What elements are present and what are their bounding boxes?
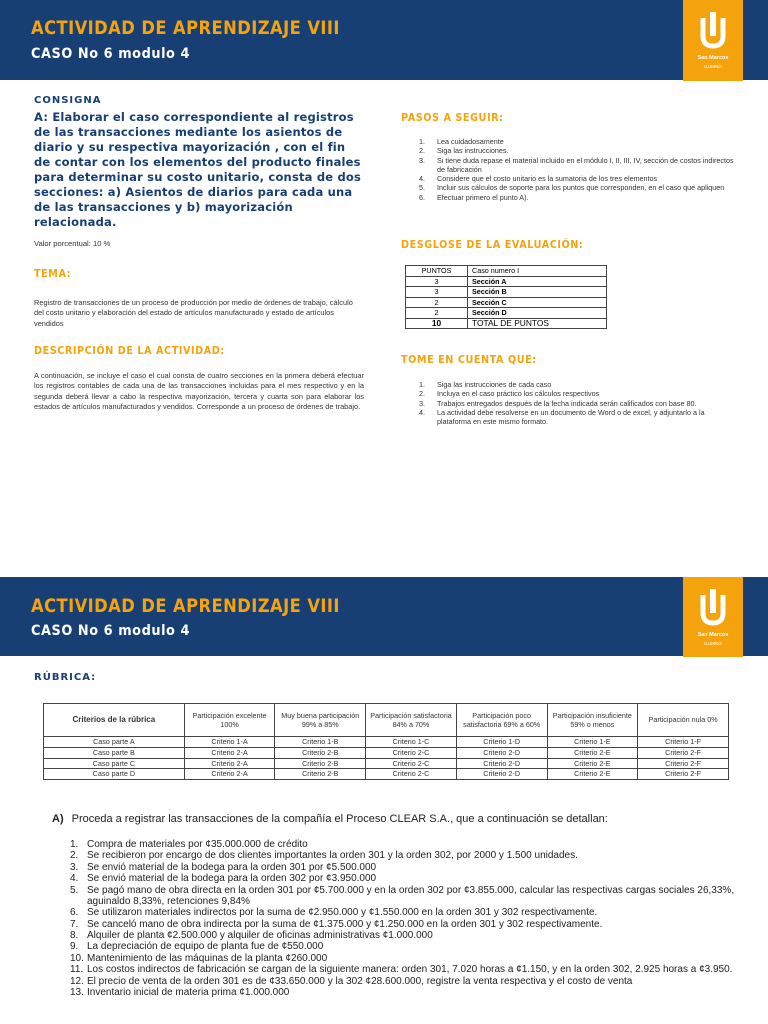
logo-mark-icon [699, 589, 727, 627]
table-row: 2 Sección C [406, 297, 607, 308]
list-item: 8. Alquiler de planta ¢2.500.000 y alquiler de oficinas administrativas ¢1.000.000 [70, 929, 433, 941]
logo-text: San Marcos [697, 55, 729, 61]
list-item: 10. Mantenimiento de las máquinas de la planta ¢260.000 [70, 952, 328, 964]
logo-text: San Marcos [697, 632, 729, 638]
valor-value: : 10 % [88, 239, 111, 248]
table-row: 3 Sección B [406, 287, 607, 298]
list-item: 11. Los costos indirectos de fabricación se cargan de la siguiente manera: orden 301, 7.020 horas a ¢1.150, y en la orden 302, 2.925 horas a ¢3.950. [70, 964, 733, 976]
list-item: 1. Siga las instrucciones de cada caso [419, 380, 552, 389]
list-item: 5. Incluir sus cálculos de soporte para los puntos que corresponden, en el caso que apliquen [419, 183, 725, 193]
table-row: Caso parte A Criterio 1-A Criterio 1-B Criterio 1-C Criterio 1-D Criterio 1-E Criterio 1-F [44, 737, 729, 748]
list-item: 1. Compra de materiales por ¢35.000.000 de crédito [70, 839, 308, 850]
tome-heading: TOME EN CUENTA QUE: [401, 354, 537, 366]
list-item: 7. Se canceló mano de obra indirecta por la suma de ¢1.375.000 y ¢1.250.000 en la orden 301 y 302 respectivamente. [70, 918, 603, 930]
parte-a-intro [52, 813, 608, 825]
pasos-list [419, 138, 739, 203]
page-subtitle: CASO No 6 modulo 4 [31, 46, 191, 62]
table-row: 3 Sección A [406, 276, 607, 287]
list-item: 3. Si tiene duda repase el material incluido en el módulo I, II, III, IV, sección de costos indirectos de fabricación [419, 155, 734, 174]
evaluation-table [405, 265, 607, 329]
san-marcos-logo [683, 577, 743, 657]
list-item: 13. Inventario inicial de materia prima ¢1.000.000 [70, 986, 290, 998]
table-header-row: Criterios de la rúbrica Participación excelente 100% Muy buena participación 99% a 85% Participación satisfactoria 84% a 70% Participación poco satisfactoria 69% a 60% Participación insuficiente 59% o menos Participación nula 0% [44, 704, 729, 737]
tema-heading: TEMA: [34, 268, 72, 280]
logo-subtext: ILUMNO [704, 64, 722, 69]
list-item: 4. La actividad debe resolverse en un documento de Word o de excel, y adjuntarlo a la plataforma en este mismo formato. [419, 408, 705, 426]
list-item: 3. Trabajos entregados después de la fecha indicada serán calificados con base 80. [419, 398, 697, 408]
pasos-heading: PASOS A SEGUIR: [401, 112, 504, 124]
list-item: 2. Se recibieron por encargo de dos clientes importantes la orden 301 y la orden 302, por 2000 y 1.500 unidades. [70, 850, 578, 862]
tema-text: Registro de transacciones de un proceso de producción por medio de órdenes de trabajo, cálculo del costo unitario y elaboración del estado de artículos manufacturado y estado de artículos vendidos [34, 298, 353, 328]
list-item: 5. Se pagó mano de obra directa en la orden 301 por ¢5.700.000 y en la orden 302 por ¢3.855.000, calcular las respectivas cargas sociales 26,33%, aguinaldo 8,33%, retenciones 9,84% [70, 884, 735, 907]
parte-a-text: Proceda a registrar las transacciones de la compañía el Proceso CLEAR S.A., que a continuación se detallan: [71, 813, 608, 825]
rubric-table [43, 703, 729, 780]
consigna-text: A: Elaborar el caso correspondiente al registros de las transacciones mediante los asientos de diario y su respectiva mayorización , con el fin de contar con los elementos del producto finales para determinar su costo unitario, consta de dos secciones: a) Asientos de diarios para cada una de las transacciones y b) mayorización relacionada. [34, 110, 362, 229]
table-header-row: PUNTOS Caso numero I [406, 266, 607, 277]
transactions-list [70, 839, 750, 998]
list-item: 2. Incluya en el caso práctico los cálculos respectivos [419, 389, 600, 399]
logo-subtext: ILUMNO [704, 641, 722, 646]
logo-mark-icon [699, 12, 727, 50]
san-marcos-logo [683, 0, 743, 81]
table-row: Caso parte C Criterio 2-A Criterio 2-B Criterio 2-C Criterio 2-D Criterio 2-E Criterio 2-F [44, 758, 729, 769]
list-item: 3. Se envió material de la bodega para la orden 301 por ¢5.500.000 [70, 861, 377, 873]
header-banner [0, 0, 768, 80]
table-row: 2 Sección D [406, 308, 607, 319]
page-title: ACTIVIDAD DE APRENDIZAJE VIII [31, 595, 340, 617]
consigna-heading: CONSIGNA [34, 95, 102, 106]
rubrica-heading: RÚBRICA: [34, 672, 97, 683]
list-item: 4. Considere que el costo unitario es la sumatoria de los tres elementos [419, 173, 658, 183]
valor-porcentual [34, 239, 110, 249]
list-item: 6. Se utilizaron materiales indirectos por la suma de ¢2.950.000 y ¢1.550.000 en la orden 301 y 302 respectivamente. [70, 907, 598, 919]
list-item: 1. Lea cuidadosamente [419, 137, 504, 146]
descripcion-heading: DESCRIPCIÓN DE LA ACTIVIDAD: [34, 345, 225, 357]
list-item: 9. La depreciación de equipo de planta fue de ¢550.000 [70, 941, 324, 953]
tome-list [419, 381, 737, 427]
table-row: 10 TOTAL DE PUNTOS [406, 318, 607, 329]
parte-a-label: A) [52, 813, 64, 825]
valor-label: Valor porcentual [34, 239, 89, 248]
descripcion-text: A continuación, se incluye el caso el cual consta de cuatro secciones en la primera deberá efectuar los registros contables de cada una de las transacciones incluidas para el mes respectivo y en la segunda deberá llevar a cabo la respectiva mayorización, tercera y cuarta son para elaborar los estados de artículos manufacturados y vendidos. Corresponde a un proceso de órdenes de trabajo. [34, 371, 364, 412]
header-banner-page2 [0, 577, 768, 656]
table-row: Caso parte B Criterio 2-A Criterio 2-B Criterio 2-C Criterio 2-D Criterio 2-E Criterio 2-F [44, 747, 729, 758]
list-item: 6. Efectuar primero el punto A). [419, 192, 529, 202]
desglose-heading: DESGLOSE DE LA EVALUACIÓN: [401, 239, 584, 251]
table-row: Caso parte D Criterio 2-A Criterio 2-B Criterio 2-C Criterio 2-D Criterio 2-E Criterio 2-F [44, 769, 729, 780]
list-item: 4. Se envió material de la bodega para la orden 302 por ¢3.950.000 [70, 873, 377, 885]
page-subtitle: CASO No 6 modulo 4 [31, 623, 191, 639]
page-title: ACTIVIDAD DE APRENDIZAJE VIII [31, 17, 340, 39]
list-item: 2. Siga las instrucciones. [419, 146, 509, 156]
list-item: 12. El precio de venta de la orden 301 es de ¢33.650.000 y la 302 ¢28.600.000, registre la venta respectiva y el costo de venta [70, 975, 633, 987]
